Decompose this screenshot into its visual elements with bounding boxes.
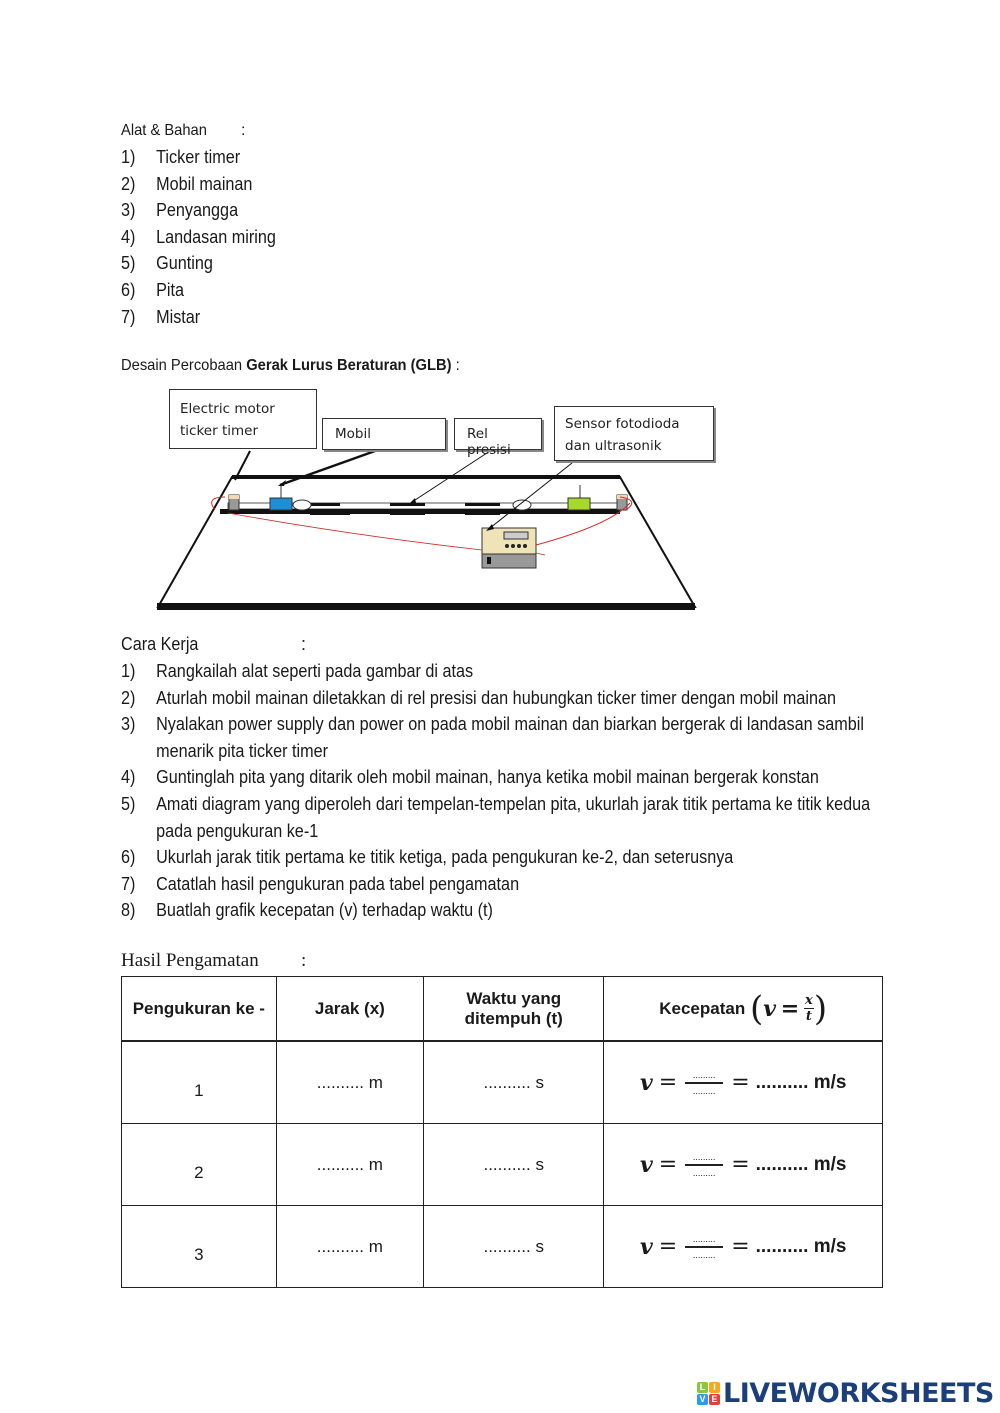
step-number: 2) bbox=[121, 687, 136, 708]
formula-v: v bbox=[639, 1069, 653, 1096]
numerator-blank[interactable]: ......... bbox=[692, 1151, 716, 1162]
cell-number bbox=[122, 1206, 277, 1288]
table-row bbox=[122, 1041, 883, 1124]
callout-text: Rel presisi bbox=[467, 426, 511, 458]
procedure-step bbox=[121, 844, 877, 871]
list-item bbox=[121, 304, 276, 331]
materials-title bbox=[121, 122, 207, 140]
denominator-blank[interactable]: ......... bbox=[692, 1085, 716, 1096]
list-item bbox=[121, 144, 276, 171]
step-text: Aturlah mobil mainan diletakkan di rel presisi dan hubungkan ticker timer dengan mobil mainan bbox=[156, 687, 836, 708]
logo-text: LIVEWORKSHEETS bbox=[723, 1378, 994, 1409]
procedure-step bbox=[121, 658, 877, 685]
callout-sensor bbox=[554, 406, 714, 461]
step-number: 8) bbox=[121, 900, 136, 921]
callout-text: ticker timer bbox=[180, 423, 259, 439]
cell-number bbox=[122, 1124, 277, 1206]
logo-tile: I bbox=[709, 1382, 720, 1393]
item-number: 3) bbox=[121, 200, 136, 221]
velocity-formula bbox=[640, 1152, 846, 1178]
procedure-step bbox=[121, 897, 877, 924]
list-item bbox=[121, 197, 276, 224]
table-row bbox=[122, 1206, 883, 1288]
row-number: 1 bbox=[194, 1080, 204, 1100]
cell-velocity[interactable] bbox=[604, 1206, 883, 1288]
formula-eq: = bbox=[731, 1152, 750, 1177]
formula-eq: = bbox=[780, 995, 800, 1022]
procedure-colon: : bbox=[301, 634, 307, 654]
formula-eq: = bbox=[658, 1070, 678, 1095]
formula-fraction[interactable] bbox=[685, 1234, 723, 1260]
item-number: 5) bbox=[121, 253, 136, 274]
materials-list bbox=[121, 144, 276, 330]
callout-rel-presisi bbox=[454, 418, 542, 458]
formula-v: v bbox=[639, 1151, 653, 1178]
item-label: Landasan miring bbox=[156, 226, 276, 247]
formula-eq: = bbox=[658, 1234, 678, 1259]
list-item bbox=[121, 171, 276, 198]
design-title-prefix: Desain Percobaan bbox=[121, 357, 247, 374]
results-title bbox=[121, 950, 259, 972]
cell-time[interactable] bbox=[424, 1124, 604, 1206]
step-number: 4) bbox=[121, 767, 136, 788]
materials-title-text: Alat & Bahan bbox=[121, 122, 207, 139]
cell-velocity[interactable] bbox=[604, 1124, 883, 1206]
velocity-formula bbox=[640, 1070, 846, 1096]
result-blank[interactable]: .......... m/s bbox=[755, 1235, 847, 1257]
step-number: 6) bbox=[121, 847, 136, 868]
item-number: 6) bbox=[121, 279, 136, 300]
formula-eq: = bbox=[658, 1152, 678, 1177]
item-label: Mistar bbox=[156, 306, 201, 327]
step-number: 7) bbox=[121, 873, 136, 894]
header-text: Pengukuran ke - bbox=[132, 998, 265, 1018]
logo-tile: L bbox=[697, 1382, 708, 1393]
header-jarak bbox=[276, 977, 423, 1042]
header-pengukuran bbox=[122, 977, 277, 1042]
list-item bbox=[121, 277, 276, 304]
procedure-step bbox=[121, 685, 877, 712]
header-kecepatan bbox=[604, 977, 883, 1042]
item-number: 7) bbox=[121, 306, 136, 327]
row-number: 2 bbox=[194, 1162, 204, 1182]
time-blank[interactable]: .......... s bbox=[483, 1154, 544, 1174]
formula-fraction[interactable] bbox=[685, 1152, 723, 1178]
formula-v: v bbox=[763, 995, 776, 1022]
denominator-blank[interactable]: ......... bbox=[692, 1249, 716, 1260]
formula-fraction[interactable] bbox=[685, 1070, 723, 1096]
experiment-diagram bbox=[150, 385, 730, 625]
numerator-blank[interactable]: ......... bbox=[692, 1233, 716, 1244]
denominator-blank[interactable]: ......... bbox=[692, 1167, 716, 1178]
list-item bbox=[121, 224, 276, 251]
design-title-bold: Gerak Lurus Beraturan (GLB) bbox=[246, 357, 452, 374]
step-text: Buatlah grafik kecepatan (v) terhadap waktu (t) bbox=[156, 900, 493, 921]
fraction-denominator: t bbox=[805, 1009, 812, 1024]
step-number: 5) bbox=[121, 793, 136, 814]
formula-v: v bbox=[639, 1233, 653, 1260]
paren-open: ( bbox=[749, 988, 764, 1029]
numerator-blank[interactable]: ......... bbox=[692, 1069, 716, 1080]
design-title bbox=[121, 357, 460, 375]
logo-tile: V bbox=[697, 1394, 708, 1405]
materials-colon: : bbox=[241, 122, 246, 139]
callout-text: Sensor fotodioda bbox=[565, 416, 680, 432]
cell-distance[interactable] bbox=[276, 1041, 423, 1124]
distance-blank[interactable]: .......... m bbox=[316, 1154, 383, 1174]
result-blank[interactable]: .......... m/s bbox=[755, 1071, 847, 1093]
cell-time[interactable] bbox=[424, 1206, 604, 1288]
formula-eq: = bbox=[731, 1070, 750, 1095]
step-text: Nyalakan power supply dan power on pada mobil mainan dan biarkan bergerak di landasan sambil bbox=[156, 714, 864, 735]
step-text: Catatlah hasil pengukuran pada tabel pengamatan bbox=[156, 873, 520, 894]
item-label: Pita bbox=[156, 279, 185, 300]
observation-table bbox=[121, 976, 883, 1288]
procedure-step bbox=[121, 711, 877, 764]
time-blank[interactable]: .......... s bbox=[483, 1236, 544, 1256]
procedure-step bbox=[121, 791, 877, 844]
callout-electric-motor bbox=[169, 389, 317, 449]
step-number: 1) bbox=[121, 661, 136, 681]
header-text: ditempuh (t) bbox=[464, 1008, 563, 1028]
list-item bbox=[121, 250, 276, 277]
step-text: Rangkailah alat seperti pada gambar di atas bbox=[156, 661, 474, 681]
fraction-numerator: x bbox=[805, 993, 813, 1008]
procedure-title bbox=[121, 634, 198, 655]
callout-text: Electric motor bbox=[180, 401, 275, 417]
header-text: Kecepatan bbox=[659, 998, 746, 1018]
item-number: 4) bbox=[121, 226, 136, 247]
results-title-text: Hasil Pengamatan bbox=[121, 950, 259, 971]
cell-distance[interactable] bbox=[276, 1124, 423, 1206]
callout-text: Mobil bbox=[335, 426, 371, 442]
logo-icon bbox=[697, 1382, 720, 1405]
header-waktu bbox=[424, 977, 604, 1042]
step-text: Guntinglah pita yang ditarik oleh mobil mainan, hanya ketika mobil mainan bergerak konstan bbox=[156, 767, 819, 788]
table-row bbox=[122, 1124, 883, 1206]
formula-eq: = bbox=[731, 1234, 750, 1259]
cell-distance[interactable] bbox=[276, 1206, 423, 1288]
results-colon: : bbox=[301, 950, 307, 971]
procedure-list bbox=[121, 658, 877, 924]
liveworksheets-logo[interactable] bbox=[697, 1378, 994, 1409]
step-text: Amati diagram yang diperoleh dari tempelan-tempelan pita, ukurlah jarak titik pertama ke titik kedua bbox=[156, 793, 871, 814]
step-text-continued: menarik pita ticker timer bbox=[156, 740, 329, 761]
callout-text: dan ultrasonik bbox=[565, 438, 662, 454]
procedure-step bbox=[121, 871, 877, 898]
cell-time[interactable] bbox=[424, 1041, 604, 1124]
procedure-title-text: Cara Kerja bbox=[121, 634, 199, 654]
item-label: Gunting bbox=[156, 253, 213, 274]
callout-mobil bbox=[322, 418, 446, 450]
cell-number bbox=[122, 1041, 277, 1124]
header-text: Jarak (x) bbox=[314, 998, 385, 1018]
header-text: Waktu yang bbox=[466, 988, 562, 1008]
design-title-suffix: : bbox=[451, 357, 460, 374]
velocity-formula bbox=[640, 1234, 846, 1260]
table-header-row bbox=[122, 977, 883, 1042]
row-number: 3 bbox=[194, 1244, 204, 1264]
item-label: Mobil mainan bbox=[156, 173, 253, 194]
item-label: Penyangga bbox=[156, 200, 239, 221]
item-label: Ticker timer bbox=[156, 147, 241, 167]
paren-close: ) bbox=[813, 988, 828, 1029]
distance-blank[interactable]: .......... m bbox=[316, 1072, 383, 1092]
procedure-step bbox=[121, 764, 877, 791]
result-blank[interactable]: .......... m/s bbox=[755, 1153, 847, 1175]
cell-velocity[interactable] bbox=[604, 1041, 883, 1124]
step-text: Ukurlah jarak titik pertama ke titik ketiga, pada pengukuran ke-2, dan seterusnya bbox=[156, 847, 734, 868]
step-number: 3) bbox=[121, 714, 136, 735]
item-number: 1) bbox=[121, 147, 136, 167]
step-text-continued: pada pengukuran ke-1 bbox=[156, 820, 319, 841]
item-number: 2) bbox=[121, 173, 136, 194]
time-blank[interactable]: .......... s bbox=[483, 1072, 544, 1092]
formula-fraction bbox=[804, 994, 814, 1023]
logo-tile: E bbox=[709, 1394, 720, 1405]
distance-blank[interactable]: .......... m bbox=[316, 1236, 383, 1256]
